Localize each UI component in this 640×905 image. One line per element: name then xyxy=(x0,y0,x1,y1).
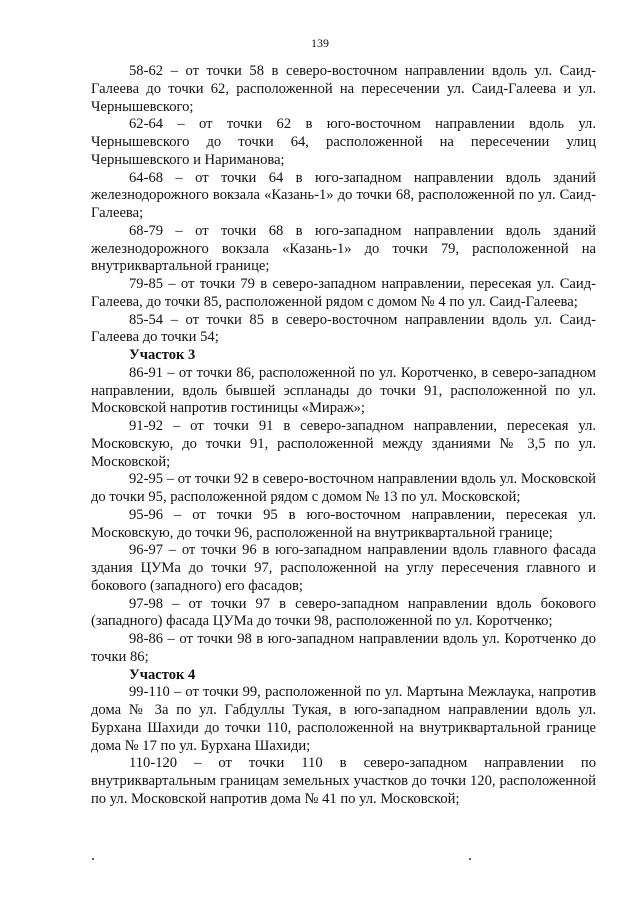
paragraph-96-97: 96-97 – от точки 96 в юго-западном направлении вдоль главного фасада здания ЦУМа до точки 97, расположенной на углу пересечения главного и бокового (западного) его фасадов; xyxy=(91,542,596,594)
paragraph-91-92: 91-92 – от точки 91 в северо-западном направлении, пересекая ул. Московскую, до точки 91, расположенной между зданиями № 3,5 по ул. Московской; xyxy=(91,418,596,470)
paragraph-98-86: 98-86 – от точки 98 в юго-западном направлении вдоль ул. Коротченко до точки 86; xyxy=(91,631,596,665)
section-heading-3: Участок 3 xyxy=(129,347,196,363)
paragraph-110-120: 110-120 – от точки 110 в северо-западном направлении по внутриквартальным границам земельных участков до точки 120, расположенной по ул. Московской напротив дома № 41 по ул. Московской; xyxy=(91,755,596,807)
paragraph-95-96: 95-96 – от точки 95 в юго-восточном направлении, пересекая ул. Московскую, до точки 96, расположенной на внутриквартальной границе; xyxy=(91,506,596,541)
paragraph-86-91: 86-91 – от точки 86, расположенной по ул. Коротченко, в северо-западном направлении, вдоль бывшей эспланады до точки 91, расположенной по ул. Московской напротив гостиницы «Мираж»; xyxy=(91,364,596,417)
paragraph-85-54: 85-54 – от точки 85 в северо-восточном направлении вдоль ул. Саид-Галеева до точки 54; xyxy=(91,311,596,346)
paragraph-68-79: 68-79 – от точки 68 в юго-западном направлении вдоль зданий железнодорожного вокзала «Казань-1» до точки 79, расположенной на внутриквартальной границе; xyxy=(91,222,596,275)
page-number: 139 xyxy=(311,36,329,50)
paragraph-92-95: 92-95 – от точки 92 в северо-восточном направлении вдоль ул. Московской до точки 95, расположенной рядом с домом № 13 по ул. Московской; xyxy=(91,471,596,505)
section-heading-4: Участок 4 xyxy=(129,666,196,683)
paragraph-62-64: 62-64 – от точки 62 в юго-восточном направлении вдоль ул. Чернышевского до точки 64, расположенной на пересечении улиц Чернышевского и Нариманова; xyxy=(91,116,596,168)
paragraph-79-85: 79-85 – от точки 79 в северо-западном направлении, пересекая ул. Саид-Галеева, до точки 85, расположенной рядом с домом № 4 по ул. Саид-Галеева; xyxy=(91,276,596,310)
scan-speck xyxy=(469,858,471,860)
paragraph-58-62: 58-62 – от точки 58 в северо-восточном направлении вдоль ул. Саид-Галеева до точки 62, расположенной на пересечении ул. Саид-Галеева и ул. Чернышевского; xyxy=(91,63,596,115)
scan-speck xyxy=(92,858,94,860)
paragraph-97-98: 97-98 – от точки 97 в северо-западном направлении вдоль бокового (западного) фасада ЦУМа до точки 98, расположенной по ул. Коротченко; xyxy=(91,595,596,630)
document-body xyxy=(91,63,596,809)
paragraph-99-110: 99-110 – от точки 99, расположенной по ул. Мартына Межлаука, напротив дома № 3а по ул. Габдуллы Тукая, в юго-западном направлении вдоль ул. Бурхана Шахиди до точки 110, расположенной на внутриквартальной границе дома № 17 по ул. Бурхана Шахиди; xyxy=(91,684,596,754)
paragraph-64-68: 64-68 – от точки 64 в юго-западном направлении вдоль зданий железнодорожного вокзала «Казань-1» до точки 68, расположенной по ул. Саид-Галеева; xyxy=(91,169,596,221)
